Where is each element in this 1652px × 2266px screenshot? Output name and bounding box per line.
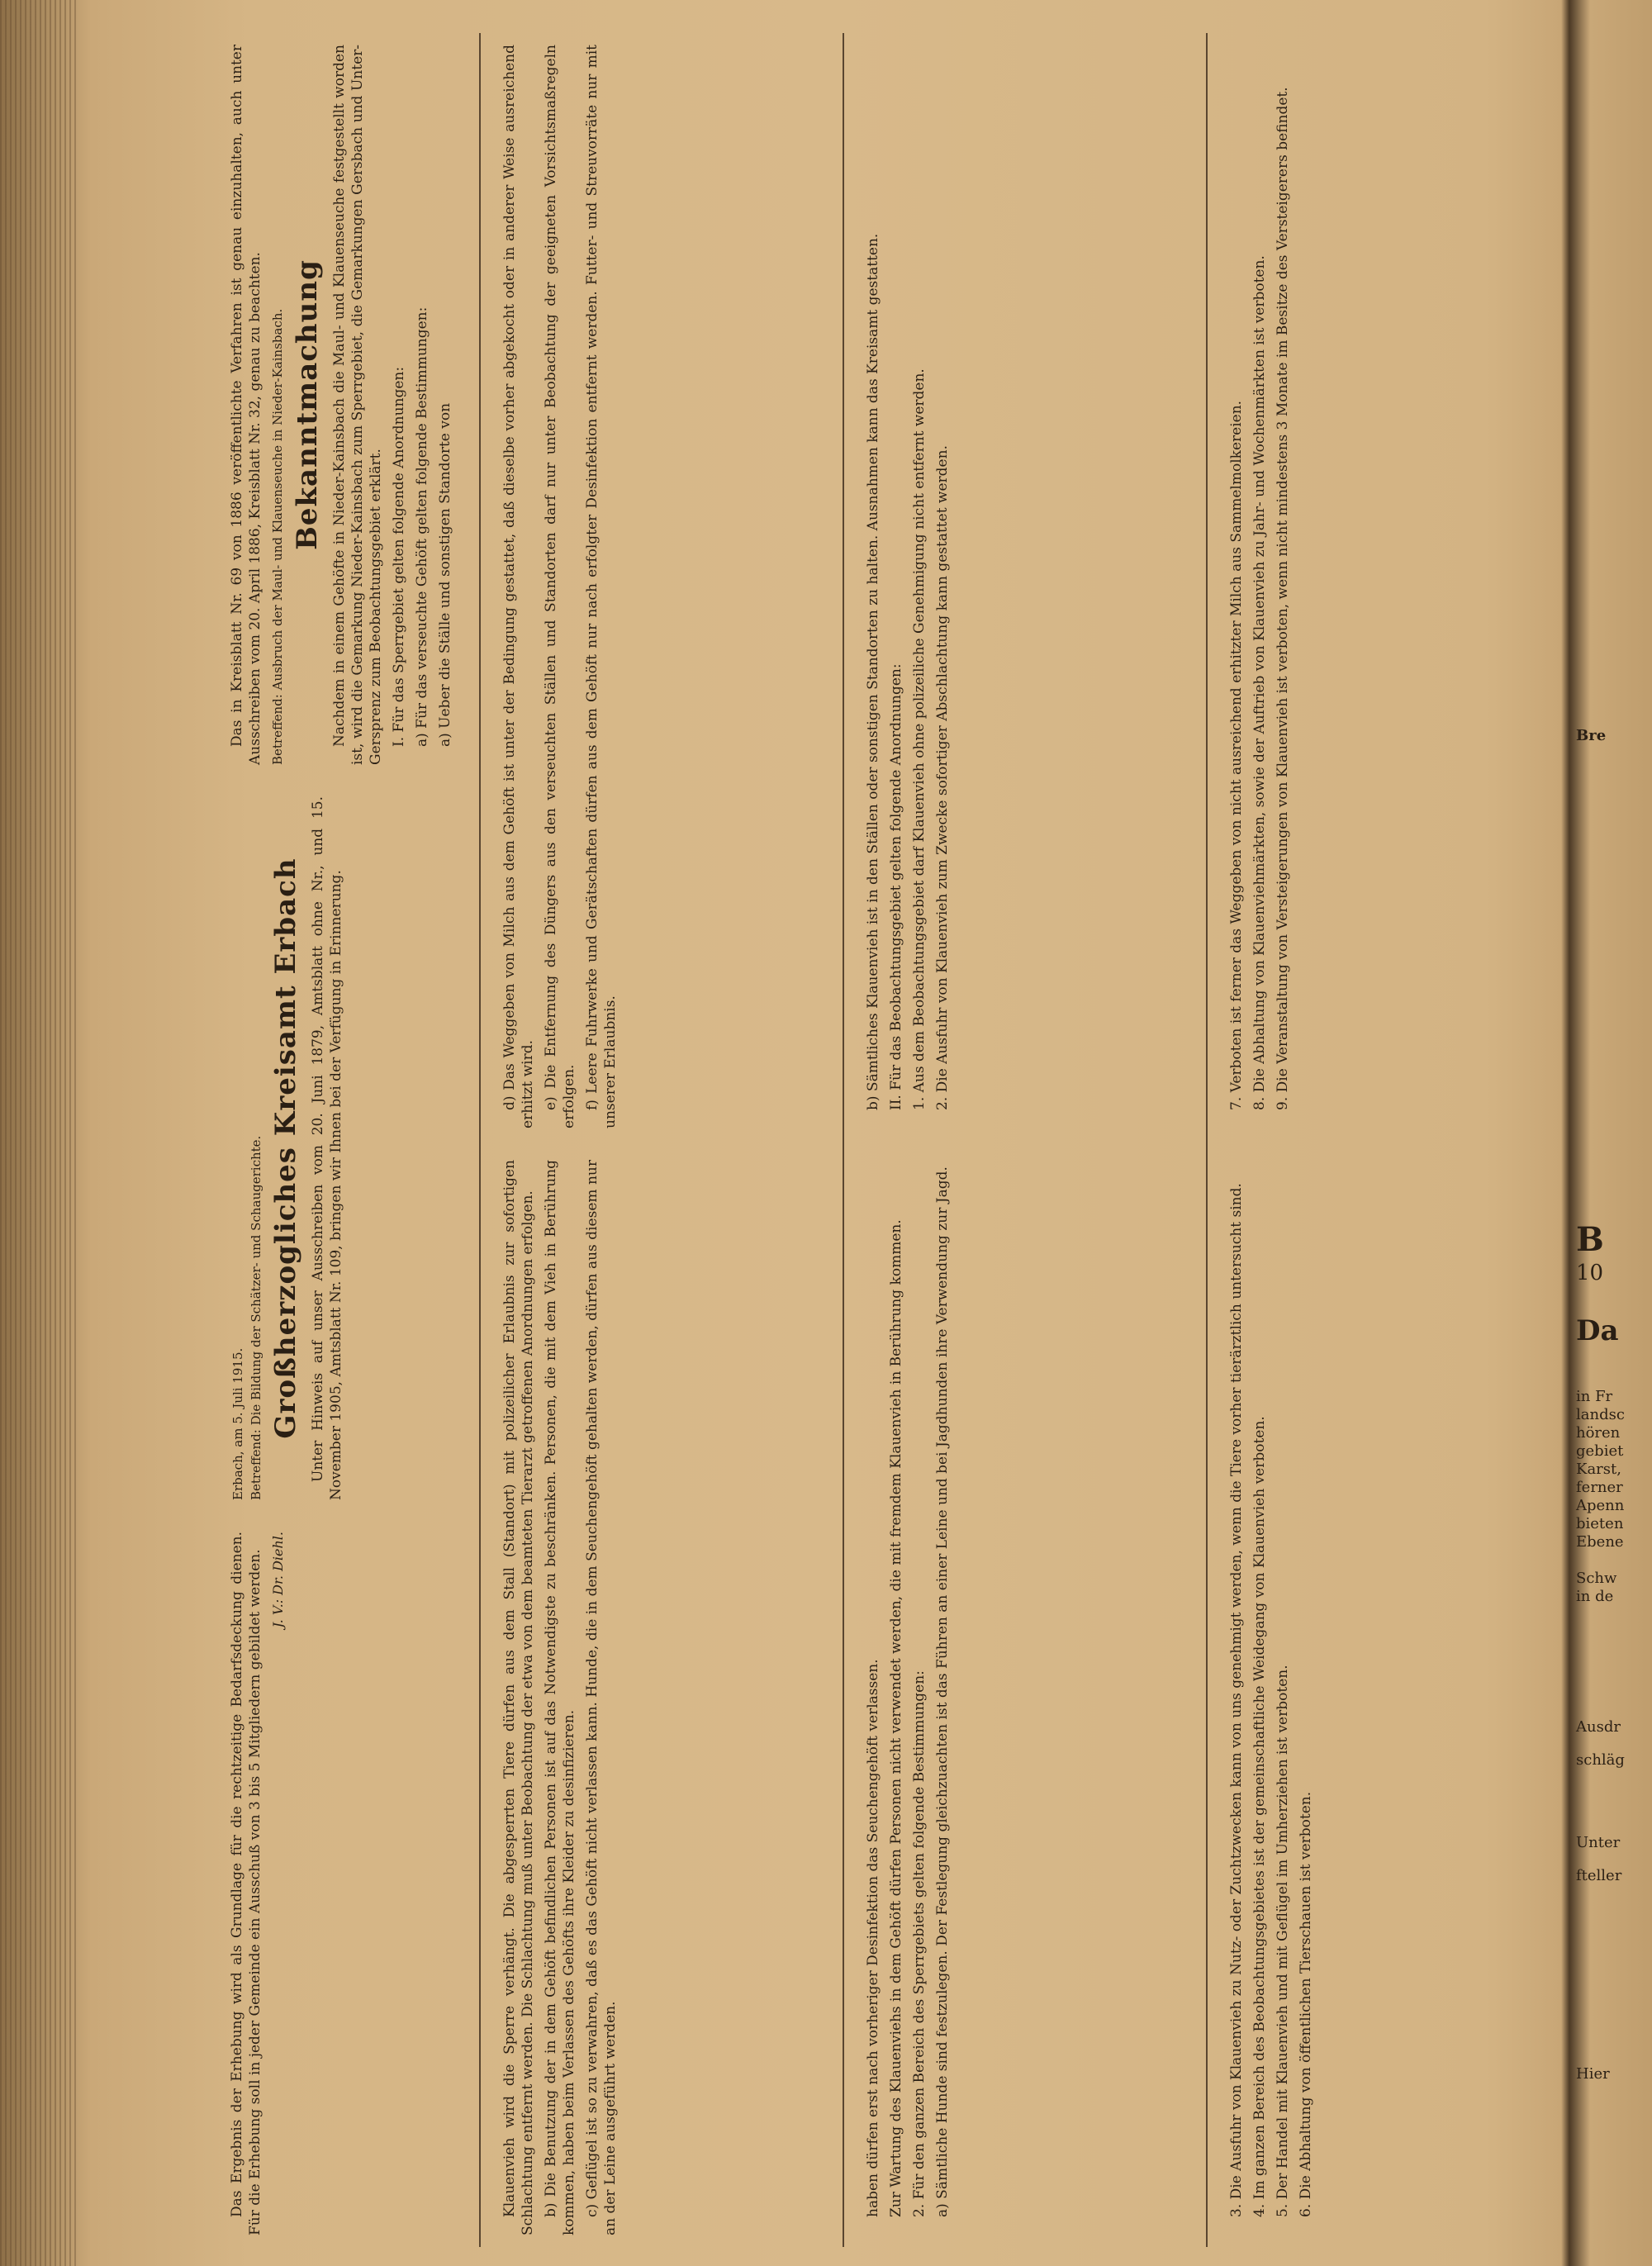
paragraph: 1. Aus dem Beobachtungsgebiet darf Klauenvieh ohne polizeiliche Genehmigung nicht entfernt werden. xyxy=(911,368,928,1110)
paragraph: Das Ergebnis der Erhebung wird als Grundlage für die rechtzeitige Bedarfsdeckung dienen. Für die Erhebung soll in jeder Gemeinde ein Ausschuß von 3 bis 5 Mitgliedern gebildet werden. xyxy=(229,1532,263,2235)
text-column xyxy=(223,1520,479,2247)
paragraph: I. Für das Sperrgebiet gelten folgende Anordnungen: xyxy=(391,366,407,747)
subject-line: Betreffend: Ausbruch der Maul- und Klauenseuche in Nieder-Kainsbach. xyxy=(270,308,285,765)
paragraph: b) Sämtliches Klauenvieh ist in den Ställen oder sonstigen Standorten zu halten. Ausnahmen kann das Kreisamt gestatten. xyxy=(865,233,881,1110)
paragraph: 9. Die Veranstaltung von Versteigerungen von Klauenvieh ist verboten, wenn nicht mindestens 3 Monate im Besitze des Versteigerers befindet. xyxy=(1275,87,1291,1110)
paragraph: a) Ueber die Ställe und sonstigen Standorte von xyxy=(437,402,453,747)
text-column xyxy=(859,1148,1206,2247)
paragraph: 3. Die Ausfuhr von Klauenvieh zu Nutz- oder Zuchtzwecken kann von uns genehmigt werden, wenn die Tiere vorher tierärztlich untersucht sind. xyxy=(1228,1183,1245,2217)
edge-fragment: Ausdr xyxy=(1576,1718,1621,1736)
edge-fragment: landsc xyxy=(1576,1406,1625,1423)
paragraph: a) Sämtliche Hunde sind festzulegen. Der Festlegung gleichzuachten ist das Führen an einer Leine und bei Jagdhunden ihre Verwendung zur Jagd. xyxy=(934,1166,951,2217)
signature: J. V.: Dr. Diehl. xyxy=(270,1532,286,1628)
paragraph: d) Das Weggeben von Milch aus dem Gehöft ist unter der Bedingung gestattet, daß dieselbe vorher abgekocht oder in anderer Weise ausreichend erhitzt wird. xyxy=(501,45,536,1128)
paragraph: e) Die Entfernung des Düngers aus den verseuchten Ställen und Standorten darf nur unter Beobachtung der geeigneten Vorsichtsmaßregeln erfolgen. xyxy=(543,45,577,1128)
edge-fragment: in de xyxy=(1576,1588,1614,1605)
edge-fragment: hören xyxy=(1576,1424,1621,1442)
column-band-4 xyxy=(1222,33,1520,2247)
edge-fragment: Hier xyxy=(1576,2065,1610,2083)
text-column xyxy=(223,33,479,777)
column-band-2 xyxy=(496,33,844,2247)
paragraph: 6. Die Abhaltung von öffentlichen Tierschauen ist verboten. xyxy=(1298,1791,1314,2217)
paragraph: Klauenvieh wird die Sperre verhängt. Die abgesperrten Tiere dürfen aus dem Stall (Standort) mit polizeilicher Erlaubnis zur sofortigen Schlachtung entfernt werden. Die Schlachtung muß unter Beobachtung der etwa von dem beamteten Tierarzt getroffenen Anordnungen erfolgen. xyxy=(501,1160,536,2235)
edge-fragment: bieten xyxy=(1576,1515,1624,1532)
paragraph: 8. Die Abhaltung von Klauenviehmärkten, sowie der Auftrieb von Klauenvieh zu Jahr- und Wochenmärkten ist verboten. xyxy=(1251,255,1268,1110)
text-column xyxy=(496,33,843,1140)
edge-fragment: gebiet xyxy=(1576,1442,1624,1460)
text-column xyxy=(496,1148,843,2247)
paragraph: 5. Der Handel mit Klauenvieh und mit Geflügel im Umherziehen ist verboten. xyxy=(1275,1665,1291,2217)
paragraph: 7. Verboten ist ferner das Weggeben von nicht ausreichend erhitzter Milch aus Sammelmolkereien. xyxy=(1228,400,1245,1110)
section-title: Großherzogliches Kreisamt Erbach xyxy=(269,857,302,1439)
edge-fragment: Da xyxy=(1576,1314,1619,1347)
paragraph: Zur Wartung des Klauenviehs in dem Gehöft dürfen Personen nicht verwendet werden, die mit fremdem Klauenvieh in Berührung kommen. xyxy=(888,1219,904,2217)
column-band-1 xyxy=(223,33,481,2247)
section-title: Bekanntmachung xyxy=(291,259,324,550)
edge-fragment: Apenn xyxy=(1576,1497,1625,1514)
edge-fragment: ferner xyxy=(1576,1479,1623,1496)
paragraph: Nachdem in einem Gehöfte in Nieder-Kainsbach die Maul- und Klauenseuche festgestellt worden ist, wird die Gemarkung Nieder-Kainsbach zum Sperrgebiet, die Gemarkungen Gersbach und Unter-Gersprenz zum Beobachtungsgebiet erklärt. xyxy=(331,45,384,765)
edge-fragment: Bre xyxy=(1576,727,1607,744)
paragraph: haben dürfen erst nach vorheriger Desinfektion das Seuchengehöft verlassen. xyxy=(865,1659,881,2217)
edge-fragment: in Fr xyxy=(1576,1388,1613,1405)
paragraph: 4. Im ganzen Bereich des Beobachtungsgebietes ist der gemeinschaftliche Weidegang von Klauenvieh verboten. xyxy=(1251,1416,1268,2217)
edge-fragment: fteller xyxy=(1576,1867,1622,1884)
paragraph: c) Geflügel ist so zu verwahren, daß es das Gehöft nicht verlassen kann. Hunde, die in dem Seuchengehöft gehalten werden, dürfen aus diesem nur an der Leine ausgeführt werden. xyxy=(584,1160,619,2235)
edge-fragment: B xyxy=(1576,1220,1604,1259)
text-column xyxy=(1222,33,1520,1140)
edge-fragment: Schw xyxy=(1576,1570,1617,1587)
paragraph: f) Leere Fuhrwerke und Gerätschaften dürfen aus dem Gehöft nur nach erfolgter Desinfektion entfernt werden. Futter- und Streuvorräte nur mit unserer Erlaubnis. xyxy=(584,45,619,1128)
edge-fragment: Ebene xyxy=(1576,1533,1624,1551)
paragraph: 2. Für den ganzen Bereich des Sperrgebiets gelten folgende Bestimmungen: xyxy=(911,1670,928,2217)
paragraph: 2. Die Ausfuhr von Klauenvieh zum Zwecke sofortiger Abschlachtung kann gestattet werden. xyxy=(934,445,951,1110)
column-band-3 xyxy=(859,33,1208,2247)
book-binding xyxy=(0,0,78,2266)
edge-fragment: Unter xyxy=(1576,1834,1621,1851)
edge-fragment: Karst, xyxy=(1576,1461,1621,1478)
rotated-text-area xyxy=(223,33,1528,2247)
adjacent-page-edge xyxy=(1568,0,1652,2266)
paragraph: b) Die Benutzung der in dem Gehöft befindlichen Personen ist auf das Notwendigste zu beschränken. Personen, die mit dem Vieh in Berührung kommen, haben beim Verlassen des Gehöfts ihre Kleider zu desinfizieren. xyxy=(543,1160,577,2235)
paragraph: Unter Hinweis auf unser Ausschreiben vom 20. Juni 1879, Amtsblatt ohne Nr., und 15. November 1905, Amtsblatt Nr. 109, bringen wir Ihnen bei der Verfügung in Erinnerung. xyxy=(310,796,344,1500)
subject-line: Betreffend: Die Bildung der Schätzer- und Schaugerichte. xyxy=(249,1135,263,1500)
dateline: Erbach, am 5. Juli 1915. xyxy=(230,1347,245,1500)
paragraph: a) Für das verseuchte Gehöft gelten folgende Bestimmungen: xyxy=(414,306,430,747)
paragraph: Das in Kreisblatt Nr. 69 von 1886 veröffentlichte Verfahren ist genau einzuhalten, auch unter Ausschreiben vom 20. April 1886, Kreisblatt Nr. 32, genau zu beachten. xyxy=(229,45,263,765)
edge-fragment: 10 xyxy=(1576,1261,1604,1285)
paragraph: II. Für das Beobachtungsgebiet gelten folgende Anordnungen: xyxy=(888,663,904,1110)
text-column xyxy=(223,785,479,1512)
text-column xyxy=(1222,1148,1520,2247)
rotated-columns xyxy=(223,33,1528,2247)
edge-fragment: schläg xyxy=(1576,1751,1625,1769)
text-column xyxy=(859,33,1206,1140)
